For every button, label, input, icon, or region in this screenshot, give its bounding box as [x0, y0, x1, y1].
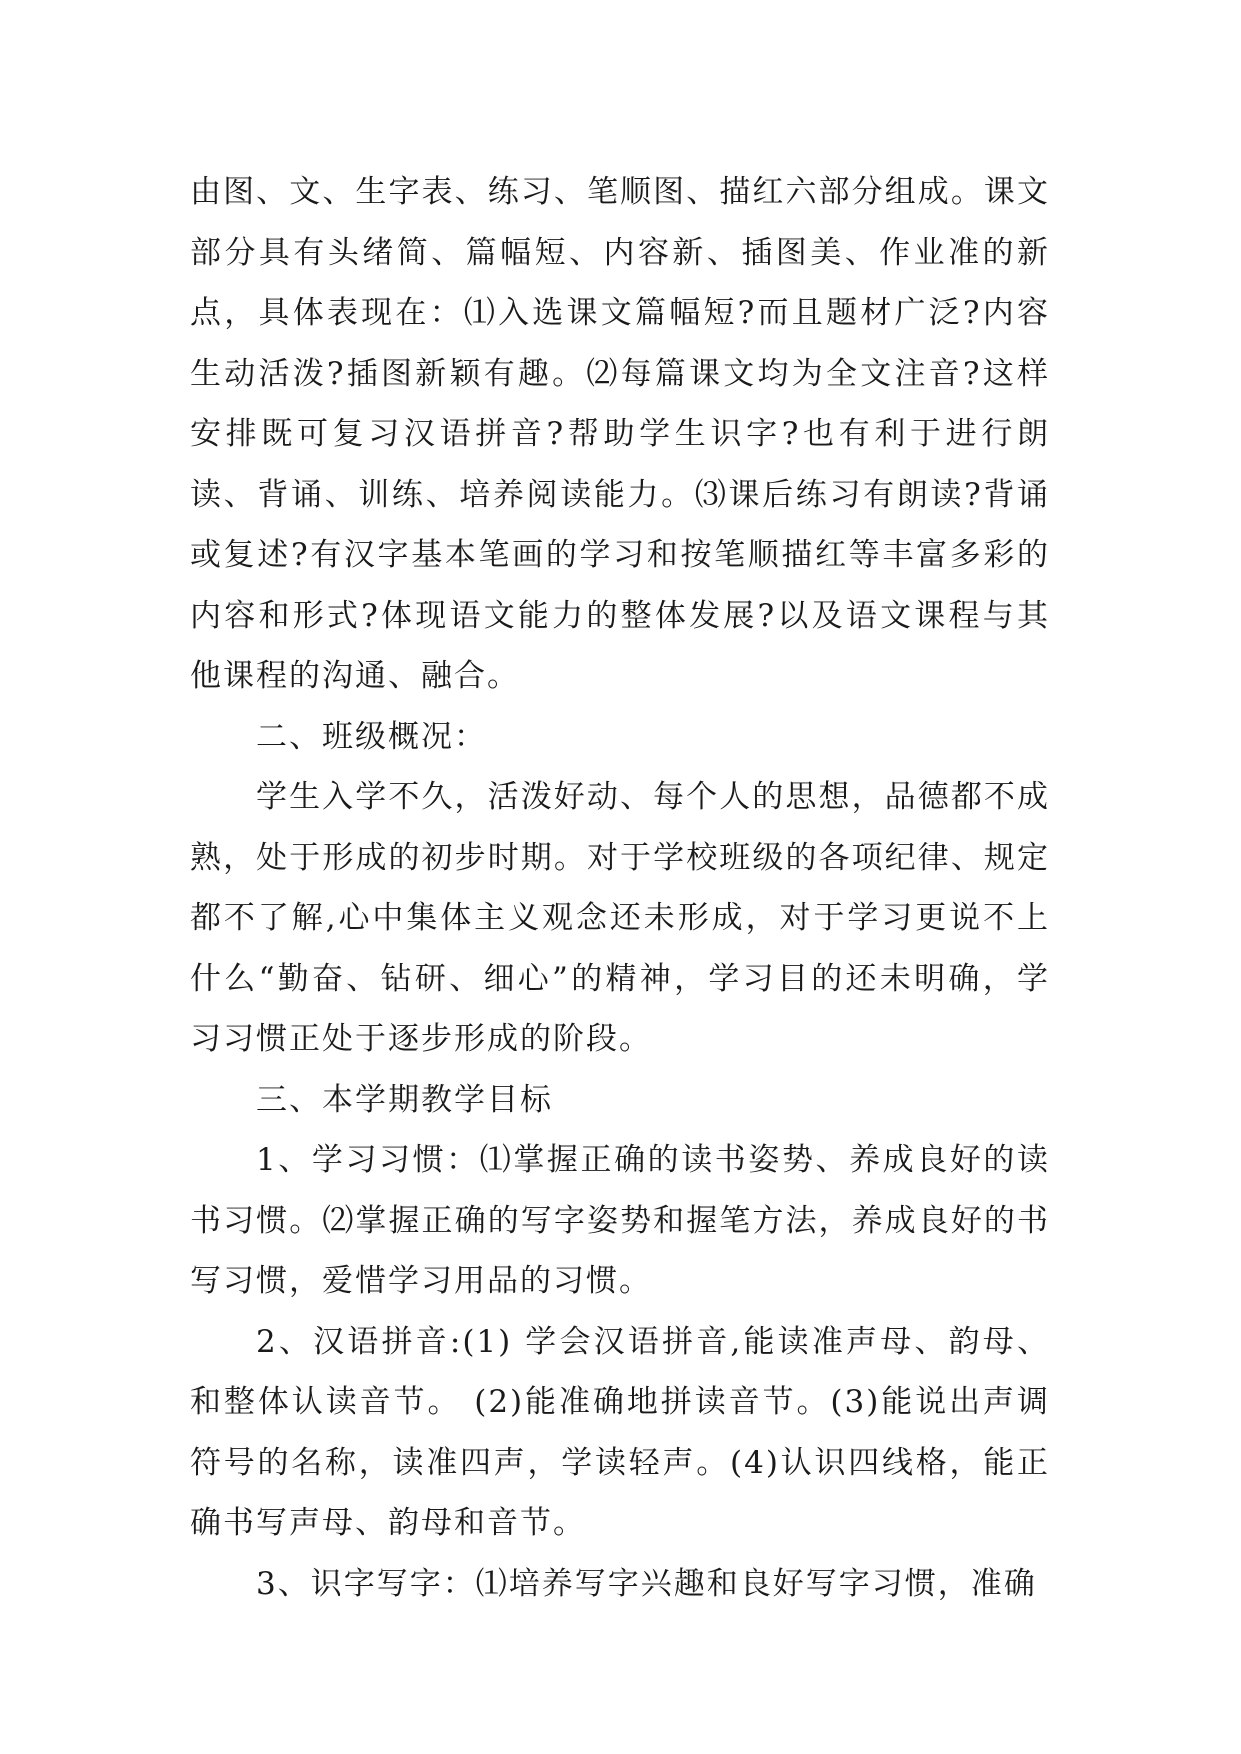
paragraph-study-habits: 1、学习习惯：⑴掌握正确的读书姿势、养成良好的读书习惯。⑵掌握正确的写字姿势和握笔方法，养成良好的书写习惯，爱惜学习用品的习惯。: [190, 1142, 1050, 1299]
heading-teaching-goals: 三、本学期教学目标: [256, 1081, 553, 1118]
paragraph-class-overview: 学生入学不久，活泼好动、每个人的思想，品德都不成熟，处于形成的初步时期。对于学校班级的各项纪律、规定都不了解,心中集体主义观念还未形成，对于学习更说不上什么“勤奋、钻研、细心”的精神，学习目的还未明确，学习习惯正处于逐步形成的阶段。: [190, 779, 1050, 1057]
paragraph-literacy-writing: 3、识字写字：⑴培养写字兴趣和良好写字习惯，准确: [256, 1565, 1037, 1602]
heading-class-overview: 二、班级概况：: [256, 718, 487, 755]
paragraph-pinyin: 2、汉语拼音:(1) 学会汉语拼音,能读准声母、韵母、和整体认读音节。 (2)能准确地拼读音节。(3)能说出声调符号的名称，读准四声，学读轻声。(4)认识四线格，能正确书写声母、韵母和音节。: [190, 1323, 1050, 1541]
paragraph-textbook-structure: 由图、文、生字表、练习、笔顺图、描红六部分组成。课文部分具有头绪简、篇幅短、内容新、插图美、作业准的新点，具体表现在：⑴入选课文篇幅短?而且题材广泛?内容生动活泼?插图新颖有趣。⑵每篇课文均为全文注音?这样安排既可复习汉语拼音?帮助学生识字?也有利于进行朗读、背诵、训练、培养阅读能力。⑶课后练习有朗读?背诵或复述?有汉字基本笔画的学习和按笔顺描红等丰富多彩的内容和形式?体现语文能力的整体发展?以及语文课程与其他课程的沟通、融合。: [190, 174, 1050, 694]
document-body: [190, 162, 1050, 1614]
